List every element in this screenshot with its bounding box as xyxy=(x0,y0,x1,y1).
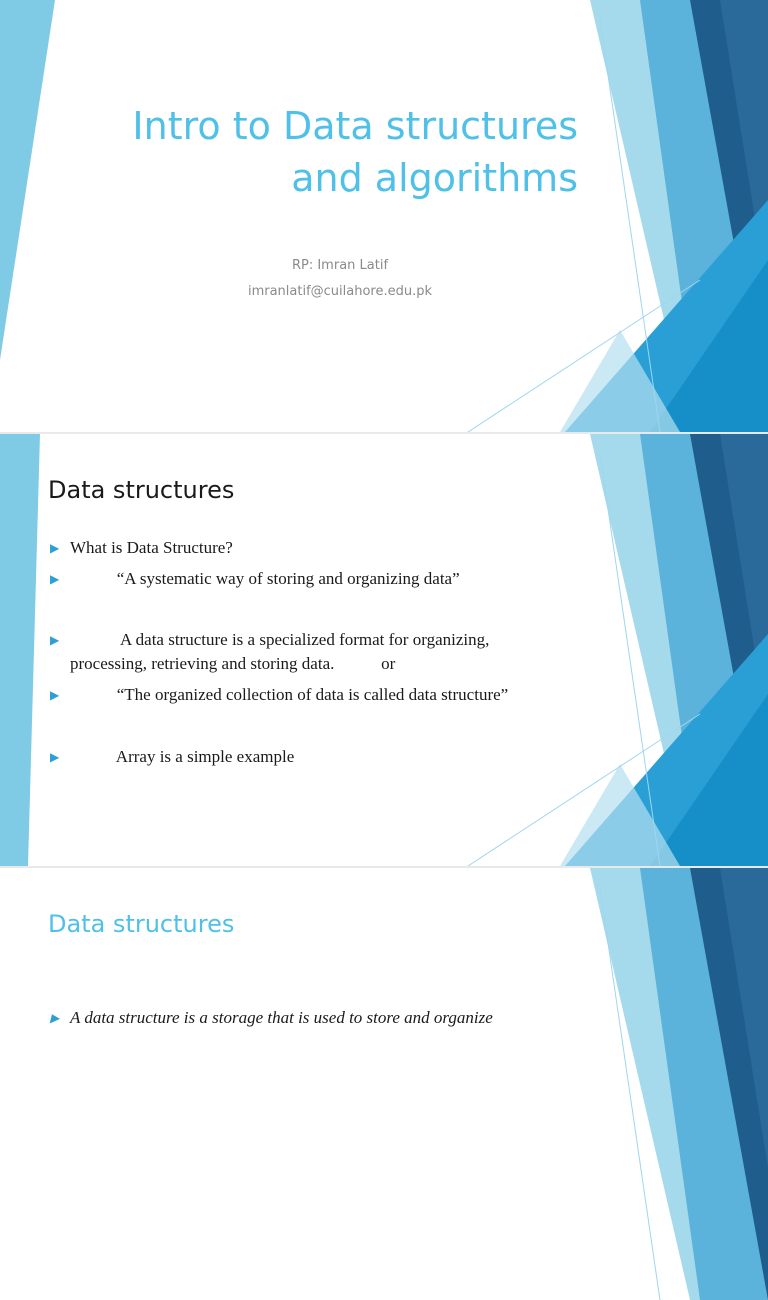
title-line-1: Intro to Data structures xyxy=(132,104,578,148)
list-item: ▶ What is Data Structure? xyxy=(50,536,233,560)
bullet-icon: ▶ xyxy=(50,572,60,586)
slide-heading: Data structures xyxy=(48,476,235,504)
slide-heading: Data structures xyxy=(48,910,235,938)
slide-title[interactable] xyxy=(0,0,768,432)
bullet-icon: ▶ xyxy=(50,541,60,555)
list-item: ▶ “The organized collection of data is called data structure” xyxy=(50,683,508,707)
presenter-email: imranlatif@cuilahore.edu.pk xyxy=(247,284,433,299)
title-line-2: and algorithms xyxy=(291,156,578,200)
presentation-title xyxy=(58,100,578,204)
list-item: ▶ Array is a simple example xyxy=(50,745,294,769)
list-item: ▶ A data structure is a specialized format for organizing, processing, retrieving and storing data. or xyxy=(50,630,490,673)
bullet-icon: ▶ xyxy=(50,1011,60,1025)
slide-data-structures[interactable] xyxy=(0,434,768,866)
presenter-name: RP: Imran Latif xyxy=(291,258,389,273)
slide-decoration xyxy=(0,0,768,432)
bullet-icon: ▶ xyxy=(50,633,60,647)
list-item: ▶ A data structure is a storage that is used to store and organize xyxy=(50,1006,493,1030)
bullet-icon: ▶ xyxy=(50,688,60,702)
slide-data-structures-2[interactable] xyxy=(0,868,768,1300)
list-item: ▶ “A systematic way of storing and organizing data” xyxy=(50,567,460,591)
bullet-icon: ▶ xyxy=(50,750,60,764)
